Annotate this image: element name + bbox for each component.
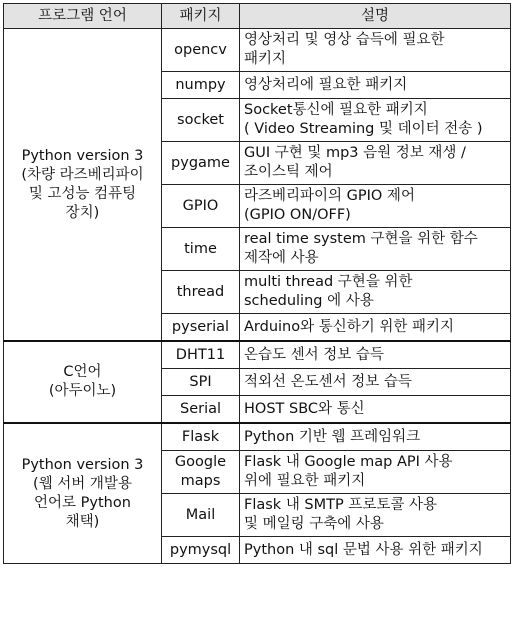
description-line: (GPIO ON/OFF) xyxy=(244,207,351,223)
package-name: maps xyxy=(180,473,221,489)
package-name: pygame xyxy=(171,154,230,171)
header-package: 패키지 xyxy=(162,4,240,29)
package-name: numpy xyxy=(175,76,226,93)
description-cell xyxy=(240,228,511,271)
description-line: ( Video Streaming 및 데이터 전송 ) xyxy=(244,121,483,137)
package-name: Google xyxy=(174,454,227,470)
package-name: Mail xyxy=(185,506,216,523)
package-name: Flask xyxy=(181,428,220,445)
package-cell xyxy=(162,29,240,72)
package-name: thread xyxy=(176,283,225,300)
package-name: opencv xyxy=(174,41,227,58)
language-line: Python version 3 xyxy=(21,147,144,164)
description-line: Socket통신에 필요한 패키지 xyxy=(244,102,428,118)
package-cell xyxy=(162,451,240,494)
description-line: Arduino와 통신하기 위한 패키지 xyxy=(244,318,455,335)
language-line: (차량 라즈베리파이 xyxy=(21,166,144,183)
description-line: 조이스틱 제어 xyxy=(244,164,333,180)
description-line: multi thread 구현을 위한 xyxy=(244,274,413,290)
package-cell xyxy=(162,423,240,451)
language-line: (아두이노) xyxy=(48,383,117,399)
description-cell xyxy=(240,451,511,494)
description-line: Flask 내 SMTP 프로토콜 사용 xyxy=(244,497,438,513)
description-cell xyxy=(240,396,511,424)
description-cell xyxy=(240,271,511,314)
description-line: 패키지 xyxy=(244,51,287,67)
table-row xyxy=(4,341,511,369)
package-cell xyxy=(162,72,240,99)
description-line: scheduling 에 사용 xyxy=(244,293,374,309)
package-name: SPI xyxy=(189,373,212,390)
table-row xyxy=(4,29,511,72)
description-line: HOST SBC와 통신 xyxy=(244,400,365,417)
package-cell xyxy=(162,228,240,271)
description-line: 영상처리 및 영상 습득에 필요한 xyxy=(244,32,445,48)
description-line: Flask 내 Google map API 사용 xyxy=(244,454,453,470)
table-body xyxy=(4,29,511,564)
header-description: 설명 xyxy=(240,4,511,29)
package-cell xyxy=(162,537,240,564)
language-line: 언어로 Python xyxy=(34,494,131,511)
language-line: 장치) xyxy=(65,204,100,221)
description-line: 및 메일링 구축에 사용 xyxy=(244,516,384,532)
description-cell xyxy=(240,369,511,396)
package-cell xyxy=(162,341,240,369)
description-line: Python 내 sql 문법 사용 위한 패키지 xyxy=(244,541,483,558)
package-name: time xyxy=(184,240,217,257)
description-cell xyxy=(240,185,511,228)
description-cell xyxy=(240,341,511,369)
package-cell xyxy=(162,185,240,228)
package-name: socket xyxy=(177,111,224,128)
package-cell xyxy=(162,271,240,314)
language-cell xyxy=(4,29,162,342)
description-cell xyxy=(240,423,511,451)
language-line: Python version 3 xyxy=(21,456,144,473)
description-line: 위에 필요한 패키지 xyxy=(244,473,366,489)
package-name: pyserial xyxy=(171,318,230,335)
description-line: real time system 구현을 위한 함수 xyxy=(244,231,478,247)
language-line: (웹 서버 개발용 xyxy=(33,475,132,492)
description-line: 라즈베리파이의 GPIO 제어 xyxy=(244,188,415,204)
language-line: C언어 xyxy=(63,364,102,380)
description-line: 적외선 온도센서 정보 습득 xyxy=(244,373,412,390)
package-cell xyxy=(162,99,240,142)
package-name: Serial xyxy=(179,400,222,417)
package-cell xyxy=(162,314,240,342)
description-cell xyxy=(240,537,511,564)
package-cell xyxy=(162,369,240,396)
description-line: Python 기반 웹 프레임워크 xyxy=(244,428,421,445)
language-cell xyxy=(4,341,162,423)
description-line: 온습도 센서 정보 습득 xyxy=(244,346,384,363)
description-cell xyxy=(240,314,511,342)
package-table-container xyxy=(3,3,510,564)
language-line: 채택) xyxy=(65,513,100,530)
package-name: DHT11 xyxy=(175,346,226,363)
language-cell xyxy=(4,423,162,564)
description-cell xyxy=(240,494,511,537)
table-row xyxy=(4,423,511,451)
header-row xyxy=(4,4,511,29)
package-cell xyxy=(162,396,240,424)
description-cell xyxy=(240,29,511,72)
description-line: 제작에 사용 xyxy=(244,250,319,266)
package-name: GPIO xyxy=(182,197,219,214)
package-name: pymysql xyxy=(169,541,232,558)
package-cell xyxy=(162,494,240,537)
description-cell xyxy=(240,99,511,142)
package-table xyxy=(3,3,511,564)
header-language: 프로그램 언어 xyxy=(4,4,162,29)
description-line: GUI 구현 및 mp3 음원 정보 재생 / xyxy=(244,145,466,161)
description-cell xyxy=(240,72,511,99)
package-cell xyxy=(162,142,240,185)
description-line: 영상처리에 필요한 패키지 xyxy=(244,76,408,93)
description-cell xyxy=(240,142,511,185)
language-line: 및 고성능 컴퓨팅 xyxy=(28,185,137,202)
